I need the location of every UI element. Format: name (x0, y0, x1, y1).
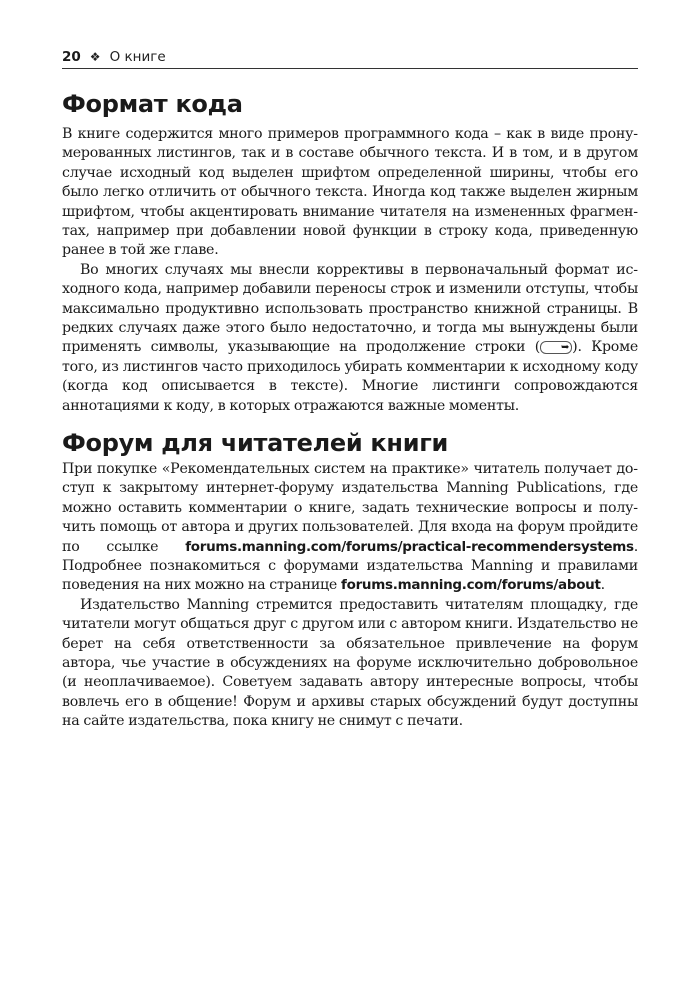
running-header (62, 46, 638, 69)
forum-about-link[interactable]: forums.manning.com/forums/about (341, 577, 601, 594)
section-body-reader-forum (62, 460, 638, 732)
paragraph: В книге содержится много примеров программного кода – как в виде пронумерованных листингов, так и в составе обычного текста. И в том, и в другом случае исходный код выделен шрифтом определенной ширины, чтобы его было легко отличить от обычного текста. Иногда код также выделен жирным шрифтом, чтобы акцентировать внимание читателя на измененных фрагментах, например при добавлении новой функции в строку кода, приведенную ранее в той же главе. (62, 126, 638, 259)
paragraph: Издательство Manning стремится предоставить читателям площадку, где читатели могут общаться друг с другом или с автором книги. Издательство не берет на себя ответственности за обязательное привлечение на форум автора, чье участие в обсуждениях на форуме исключительно добровольное (и неоплачиваемое). Советуем задавать автору интересные вопросы, чтобы вовлечь его в общение! Форум и архивы старых обсуждений будут доступны на сайте издательства, пока книгу не снимут с печати. (62, 596, 638, 730)
paragraph: Во многих случаях мы внесли коррективы в первоначальный формат исходного кода, например добавили переносы строк и изменили отступы, чтобы максимально продуктивно использовать пространство книжной страницы. В редких случаях даже этого было недостаточно, и тогда мы вынуждены были применять символы, указывающие на продолжение строки ( ➥ ). Кроме того, из листингов часто приходилось убирать комментарии к исходному коду (когда код описывается в тексте). Многие листинги сопровождаются аннотациями к коду, в которых отражаются важные моменты. (62, 261, 638, 414)
paragraph: При покупке «Рекомендательных систем на практике» читатель получает доступ к закрытому интернет-форуму издательства Manning Publications, где можно оставить комментарии о книге, задать технические вопросы и получить помощь от автора и других пользователей. Для входа на форум пройдите по ссылке forums.manning.com/forums/practical-recommendersystems. Подробнее познакомиться с форумами издательства Manning и правилами поведения на них можно на странице forums.manning.com/forums/about. (62, 461, 638, 594)
section-heading-code-format: Формат кода (62, 90, 243, 118)
section-heading-reader-forum: Форум для читателей книги (62, 429, 448, 457)
ornament-icon: ❖ (89, 50, 101, 64)
running-section-title: О книге (109, 49, 166, 65)
line-continuation-icon: ➥ (540, 341, 572, 354)
page-number: 20 (62, 49, 81, 65)
section-body-code-format (62, 125, 638, 416)
forum-link[interactable]: forums.manning.com/forums/practical-recommendersystems (185, 538, 634, 555)
